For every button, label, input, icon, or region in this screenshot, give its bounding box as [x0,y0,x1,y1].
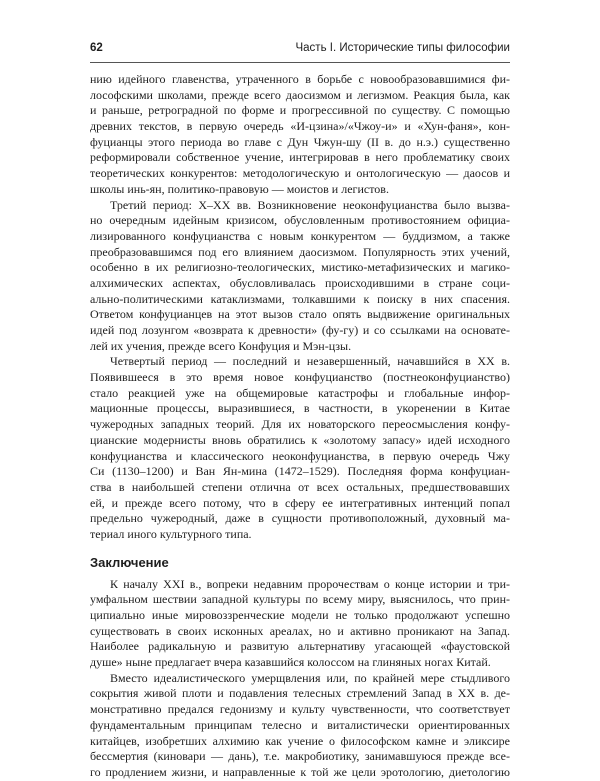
paragraph-3 [90,354,510,542]
page-header [90,42,510,62]
text-line: чужеродных западных теорий. Для их новаторского переосмысления конфу- [90,417,510,432]
page-number: 62 [90,42,103,54]
text-line: умфальном шествии западной культуры по всему миру, выяснилось, что прин- [90,592,510,607]
text-line: существовать в своих исконных ареалах, но и активно проникают на Запад. [90,623,510,638]
text-line: стало реакцией уже на общемировые катастрофы и глобальные инфор- [90,385,510,400]
text-line: Ответом конфуцианцев на этот вызов стало опять выдвижение оригинальных [90,307,510,322]
section-paragraph-2 [90,671,510,781]
header-rule [90,62,510,63]
text-line: китайцев, изобретших алхимию как учение о философском камне и эликсире [90,733,510,748]
text-line: древних текстов, в первую очередь «И-цзина»/«Чжоу-и» и «Хун-фаня», кон- [90,119,510,134]
text-line: сокрытия живой плоти и подавления телесных стремлений Запад в XX в. де- [90,686,510,701]
text-line: и раньше, ретроградной по форме и прогрессивной по существу. С помощью [90,103,510,118]
text-line: ей, и прежде всего потому, что в сферу ее интегративных интенций попал [90,495,510,510]
text-line: душе» ныне предлагает вчера казавшийся колоссом на глиняных ногах Китай. [90,655,491,670]
text-line: териал иного культурного типа. [90,526,252,541]
text-line: Третий период: Х–XX вв. Возникновение неоконфуцианства было вызва- [110,197,510,212]
text-line: школы инь-ян, политико-правовую — моистов и легистов. [90,181,389,196]
text-line: теоретических конкурентов: методологическую и онтологическую — даосов и [90,166,510,181]
text-line: фундаментальным принципам телесно и виталистически ориентированных [90,717,510,732]
text-line: особенно в их религиозно-теологических, мистико-метафизических и магико- [90,260,510,275]
text-line: но очередным идейным кризисом, обусловленным противостоянием официа- [90,213,510,228]
text-line: Четвертый период — последний и незавершенный, начавшийся в XX в. [110,354,510,369]
text-line: го продлением жизни, и направленные к той же цели эротологию, диетологию [90,764,510,779]
body-text [90,72,510,781]
text-line: нию идейного главенства, утраченного в борьбе с новообразовавшимися фи- [90,72,510,86]
text-line: лизированного конфуцианства с новым конкурентом — буддизмом, а также [90,228,510,243]
text-line: Вместо идеалистического умерщвления или, по крайней мере стыдливого [110,670,510,685]
text-line: К началу XXI в., вопреки недавним пророчествам о конце истории и три- [110,576,510,591]
text-line: Наиболее радикальную и развитую альтернативу угасающей «фаустовской [90,639,510,654]
section-heading: Заключение [90,554,169,570]
running-head: Часть I. Исторические типы философии [295,42,510,54]
text-line: реформировали собственное учение, интегрировав в него проблематику своих [90,150,510,165]
text-line: преобразовавшимся под его влиянием даосизмом. Популярность этих учений, [90,244,510,259]
paragraph-2 [90,198,510,355]
text-line: фуцианцы этого периода во главе с Дун Чжун-шу (II в. до н.э.) существенно [90,134,510,149]
text-line: бессмертия (киновари — дань), т.е. макробиотику, занимавшуюся прежде все- [90,749,510,764]
text-line: мационные процессы, выразившиеся, в частности, в укоренении в Китае [90,401,510,416]
paragraph-1 [90,72,510,198]
text-line: монстративно предался гедонизму и культу чувственности, что соответствует [90,702,510,717]
text-line: Си (1130–1200) и Ван Ян-мина (1472–1529). Последняя форма конфуциан- [90,464,510,479]
text-line: ства в наибольшей степени отлична от всех остальных, предшествовавших [90,479,510,494]
section-paragraph-1 [90,577,510,671]
text-line: конфуцианства и классического неоконфуцианства, в первую очередь Чжу [90,448,510,463]
text-line: ципиально иные мировоззренческие модели не только продолжают успешно [90,608,510,622]
text-line: идей под лозунгом «возврата к древности» (фу-гу) и со ссылками на основате- [90,323,510,337]
text-line: лософскими школами, прежде всего даосизмом и легизмом. Реакция была, как [90,87,510,102]
text-line: ально-политическими катаклизмами, толкавшими к поиску в них спасения. [90,291,510,306]
text-line: алхимических аспектах, обусловливалась происходившими в стране соци- [90,275,510,290]
text-line: Появившееся в это время новое конфуцианство (постнеоконфуцианство) [90,370,510,385]
text-line: предельно чужеродный, даже в сущности противоположный, духовный ма- [90,511,510,526]
text-line: цианские модернисты вновь обратились к «золотому запасу» идей исходного [90,432,510,447]
text-line: лей их учения, прежде всего Конфуция и Мэн-цзы. [90,338,352,353]
